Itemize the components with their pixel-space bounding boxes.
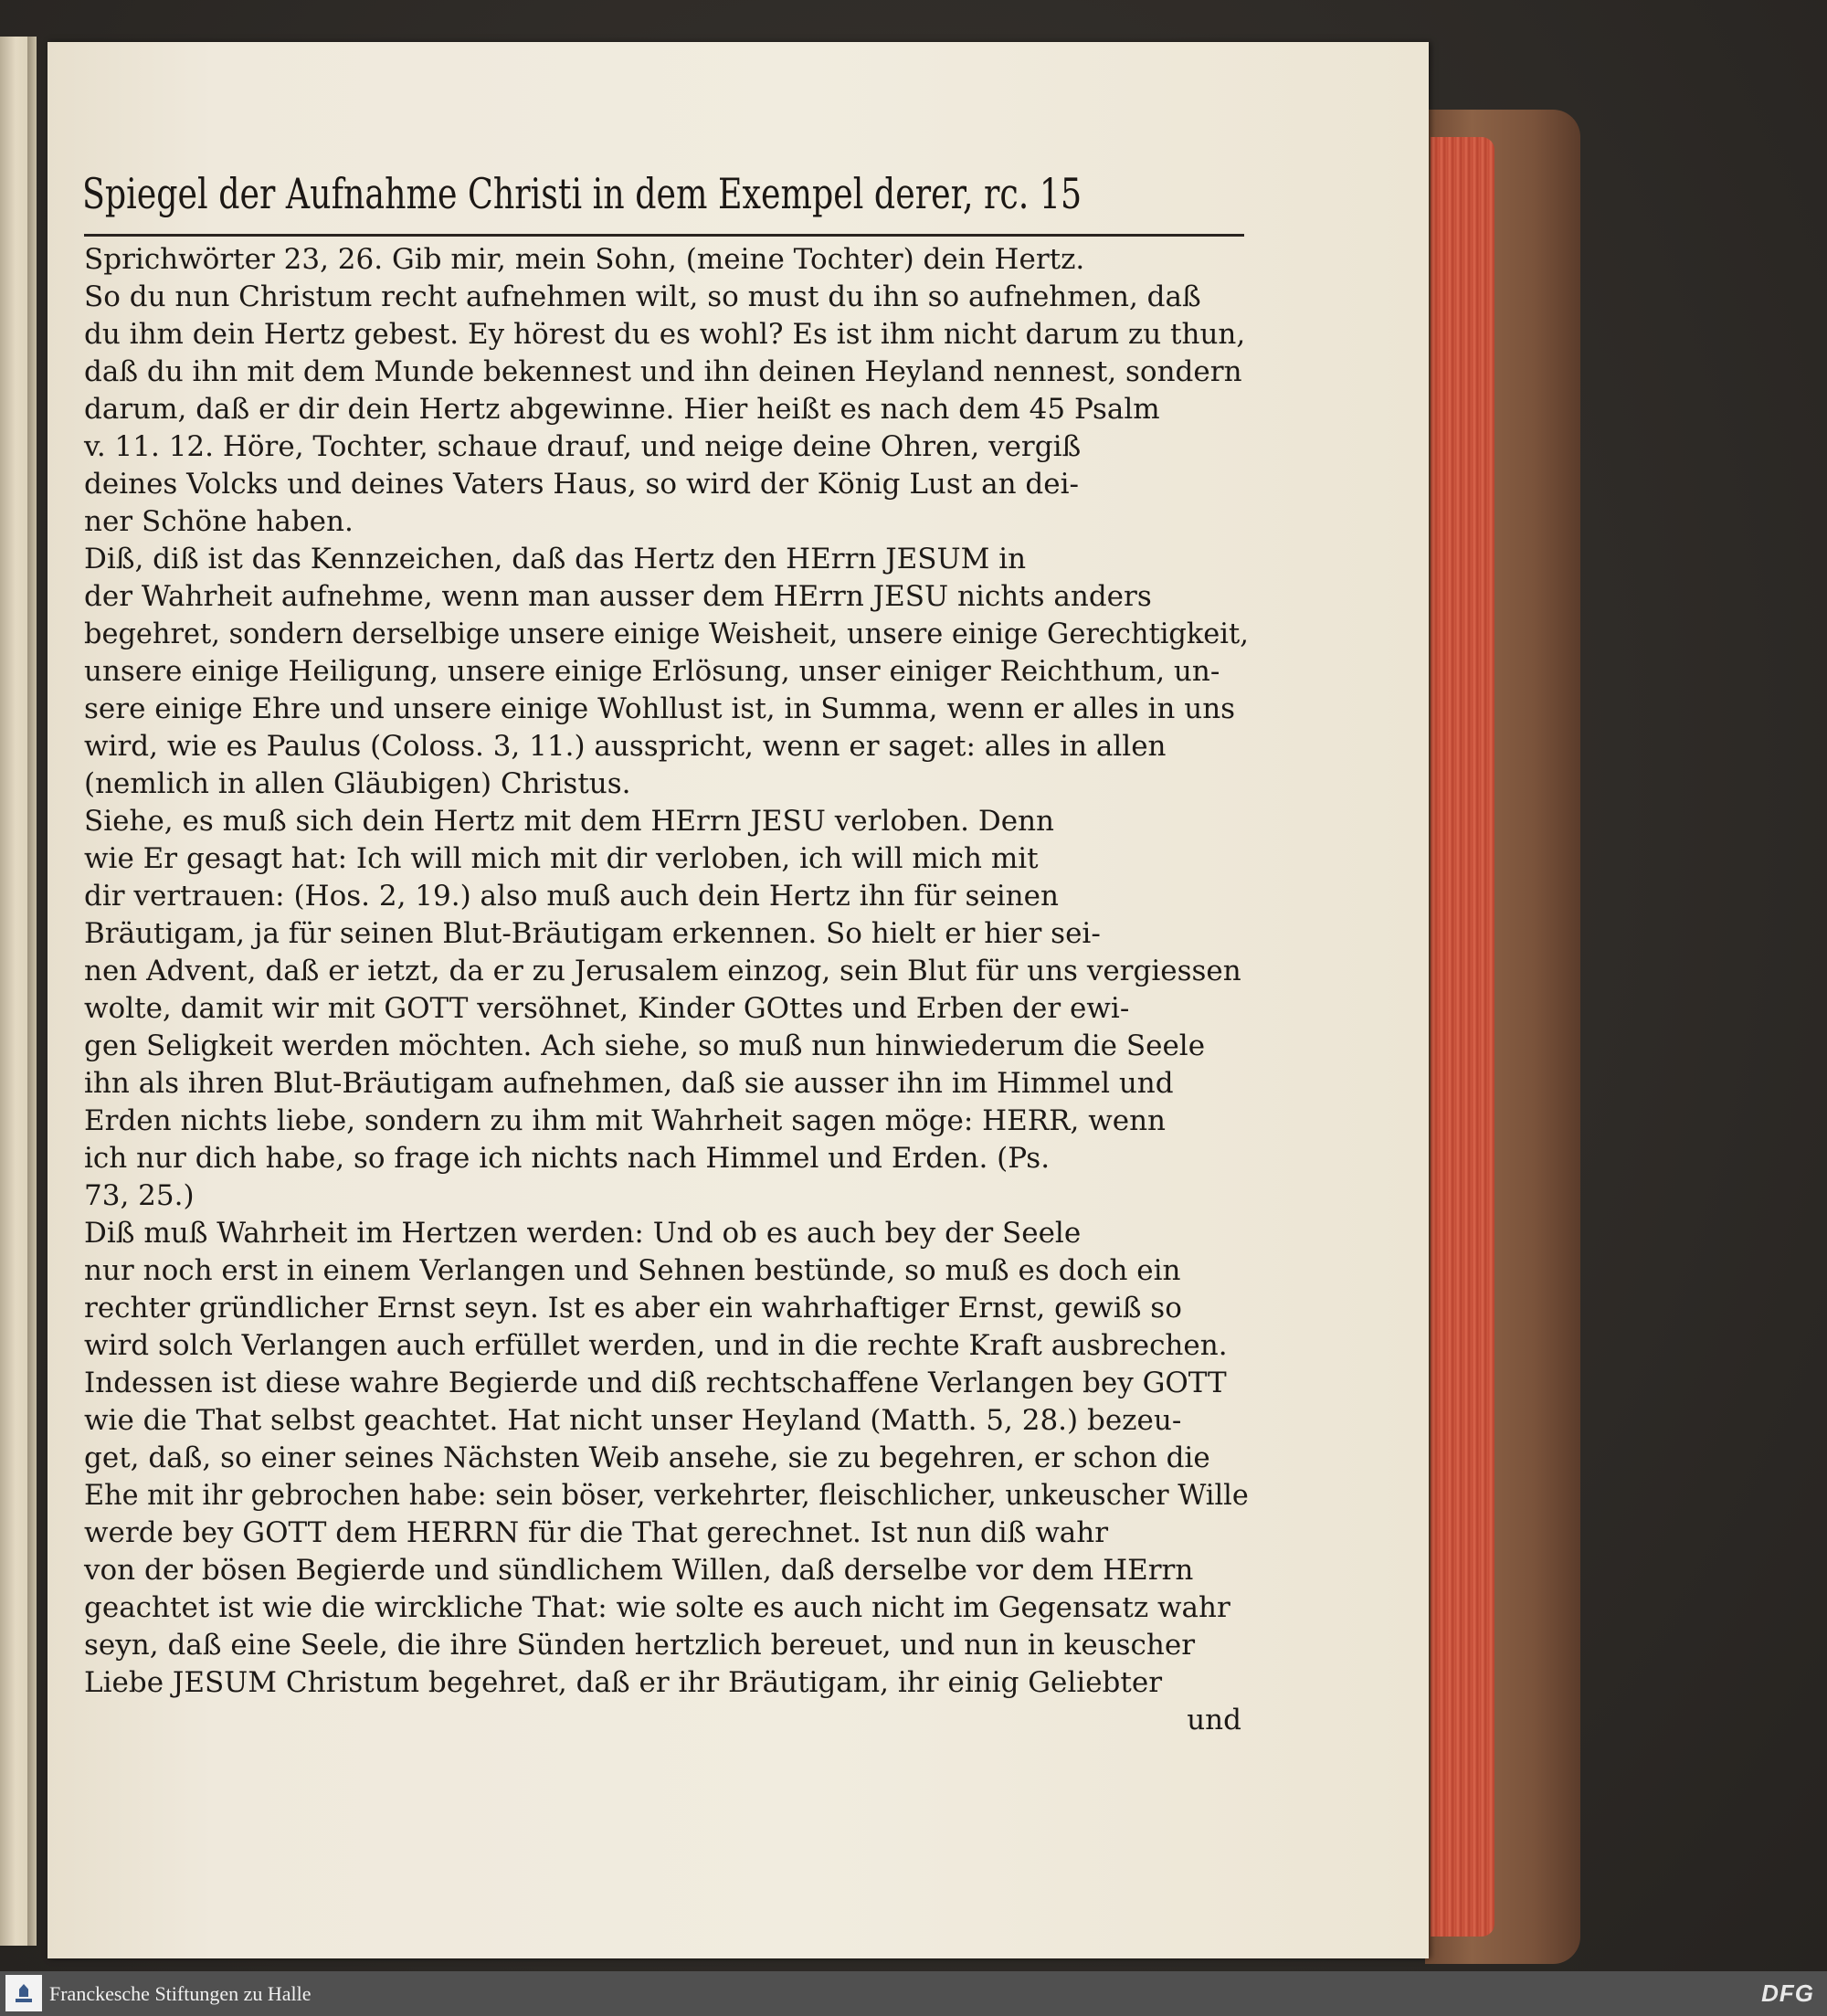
text-line: werde bey GOTT dem HERRN für die That gerechnet. Ist nun diß wahr: [84, 1516, 1109, 1549]
text-line: wie die That selbst geachtet. Hat nicht unser Heyland (Matth. 5, 28.) bezeu-: [84, 1404, 1182, 1437]
text-line: nen Advent, daß er ietzt, da er zu Jerusalem einzog, sein Blut für uns vergiessen: [84, 955, 1241, 987]
text-line: wolte, damit wir mit GOTT versöhnet, Kinder GOttes und Erben der ewi-: [84, 992, 1130, 1025]
text-line: daß du ihn mit dem Munde bekennest und ihn deinen Heyland nennest, sondern: [84, 355, 1242, 388]
text-line: So du nun Christum recht aufnehmen wilt, so must du ihn so aufnehmen, daß: [84, 280, 1201, 313]
text-line: Bräutigam, ja für seinen Blut-Bräutigam erkennen. So hielt er hier sei-: [84, 917, 1101, 950]
text-line: darum, daß er dir dein Hertz abgewinne. Hier heißt es nach dem 45 Psalm: [84, 393, 1160, 426]
text-line: seyn, daß eine Seele, die ihre Sünden hertzlich bereuet, und nun in keuscher: [84, 1629, 1196, 1662]
text-line: Diß, diß ist das Kennzeichen, daß das Hertz den HErrn JESUM in: [84, 543, 1027, 575]
text-line: von der bösen Begierde und sündlichem Willen, daß derselbe vor dem HErrn: [84, 1554, 1194, 1587]
text-line: Liebe JESUM Christum begehret, daß er ihr Bräutigam, ihr einig Geliebter: [84, 1666, 1163, 1699]
text-line: deines Volcks und deines Vaters Haus, so wird der König Lust an dei-: [84, 468, 1079, 501]
foundation-logo-icon: [5, 1975, 42, 2011]
text-line: 73, 25.): [84, 1179, 195, 1212]
viewer-footer: [0, 1971, 1827, 2016]
text-line: rechter gründlicher Ernst seyn. Ist es aber ein wahrhaftiger Ernst, gewiß so: [84, 1292, 1182, 1325]
text-line: get, daß, so einer seines Nächsten Weib ansehe, sie zu begehren, er schon die: [84, 1441, 1210, 1474]
body-text: [84, 241, 1249, 1739]
text-line: dir vertrauen: (Hos. 2, 19.) also muß auch dein Hertz ihn für seinen: [84, 880, 1059, 913]
text-line: der Wahrheit aufnehme, wenn man ausser dem HErrn JESU nichts anders: [84, 580, 1152, 613]
text-line: gen Seligkeit werden möchten. Ach siehe, so muß nun hinwiederum die Seele: [84, 1029, 1206, 1062]
catchword: und: [1187, 1704, 1241, 1736]
text-line: Indessen ist diese wahre Begierde und diß rechtschaffene Verlangen bey GOTT: [84, 1367, 1227, 1399]
text-line: begehret, sondern derselbige unsere einige Weisheit, unsere einige Gerechtigkeit,: [84, 617, 1249, 650]
text-line: ich nur dich habe, so frage ich nichts nach Himmel und Erden. (Ps.: [84, 1142, 1051, 1175]
text-line: wird solch Verlangen auch erfüllet werden, und in die rechte Kraft ausbrechen.: [84, 1329, 1228, 1362]
text-line: unsere einige Heiligung, unsere einige Erlösung, unser einiger Reichthum, un-: [84, 655, 1220, 688]
text-line: geachtet ist wie die wirckliche That: wie solte es auch nicht im Gegensatz wahr: [84, 1591, 1230, 1624]
text-line: du ihm dein Hertz gebest. Ey hörest du es wohl? Es ist ihm nicht darum zu thun,: [84, 318, 1246, 351]
text-line: ihn als ihren Blut-Bräutigam aufnehmen, daß sie ausser ihn im Himmel und: [84, 1067, 1174, 1100]
left-page-gutter: [27, 37, 37, 1946]
text-line: wie Er gesagt hat: Ich will mich mit dir verloben, ich will mich mit: [84, 842, 1039, 875]
text-line: nur noch erst in einem Verlangen und Sehnen bestünde, so muß es doch ein: [84, 1254, 1181, 1287]
text-line: sere einige Ehre und unsere einige Wohllust ist, in Summa, wenn er alles in uns: [84, 692, 1236, 725]
text-line: Erden nichts liebe, sondern zu ihm mit Wahrheit sagen möge: HERR, wenn: [84, 1104, 1167, 1137]
institution-name: Franckesche Stiftungen zu Halle: [49, 1982, 312, 2005]
text-line: v. 11. 12. Höre, Tochter, schaue drauf, und neige deine Ohren, vergiß: [84, 430, 1082, 463]
text-line: (nemlich in allen Gläubigen) Christus.: [84, 767, 631, 800]
running-head: Spiegel der Aufnahme Christi in dem Exempel derer, rc. 15: [82, 169, 1082, 218]
red-page-edges: [1431, 137, 1494, 1937]
text-line: ner Schöne haben.: [84, 505, 354, 538]
text-line: wird, wie es Paulus (Coloss. 3, 11.) ausspricht, wenn er saget: alles in allen: [84, 730, 1167, 763]
text-line: Sprichwörter 23, 26. Gib mir, mein Sohn, (meine Tochter) dein Hertz.: [84, 243, 1085, 276]
head-rule: [84, 234, 1244, 237]
text-line: Diß muß Wahrheit im Hertzen werden: Und ob es auch bey der Seele: [84, 1217, 1082, 1250]
text-line: Siehe, es muß sich dein Hertz mit dem HErrn JESU verloben. Denn: [84, 805, 1055, 838]
dfg-logo: DFG: [1761, 1979, 1814, 2007]
book-page: [48, 42, 1429, 1958]
text-line: Ehe mit ihr gebrochen habe: sein böser, verkehrter, fleischlicher, unkeuscher Wille: [84, 1479, 1249, 1512]
